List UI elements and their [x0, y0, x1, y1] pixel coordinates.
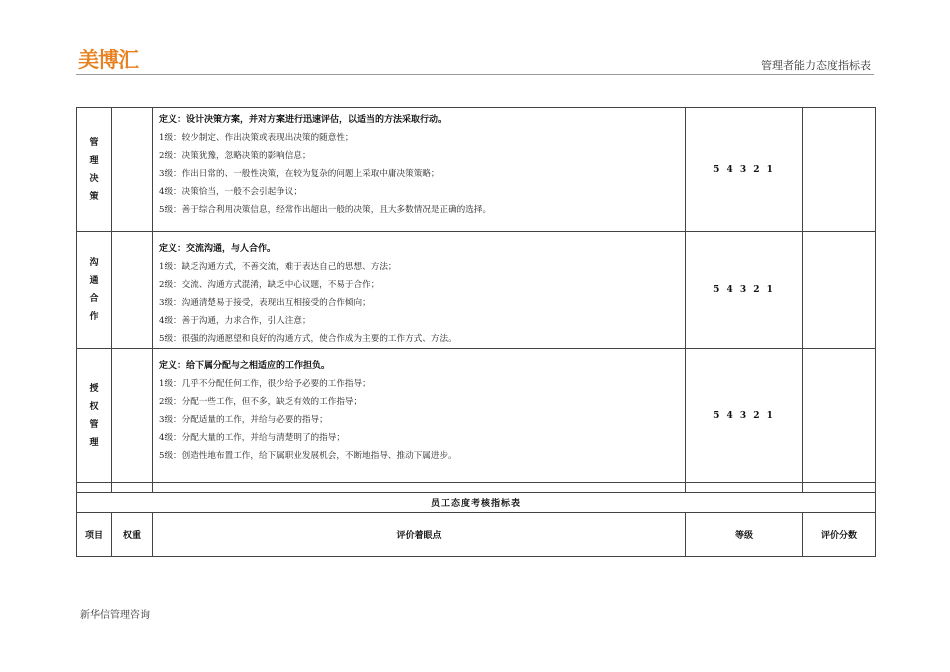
level-text: 3级：沟通清楚易于接受，表现出互相接受的合作倾向； [159, 298, 371, 308]
definition-text: 定义：给下属分配与之相适应的工作担负。 [159, 361, 331, 371]
table-row [77, 232, 876, 349]
grade-scale: 5 4 3 2 1 [686, 349, 803, 483]
criteria-cell [153, 349, 686, 483]
header-divider [76, 74, 874, 75]
column-header-row [77, 513, 876, 557]
company-logo: 美博汇 [78, 48, 138, 72]
score-cell[interactable] [803, 108, 876, 232]
level-text: 5级：很强的沟通愿望和良好的沟通方式，使合作成为主要的工作方式、方法。 [159, 334, 457, 344]
level-text: 3级：分配适量的工作，并给与必要的指导； [159, 415, 328, 425]
grade-scale: 5 4 3 2 1 [686, 108, 803, 232]
score-cell[interactable] [803, 232, 876, 349]
grade-scale: 5 4 3 2 1 [686, 232, 803, 349]
document-title: 管理者能力态度指标表 [761, 59, 871, 72]
score-cell[interactable] [803, 349, 876, 483]
section-title: 员工态度考核指标表 [77, 493, 876, 513]
definition-text: 定义：交流沟通，与人合作。 [159, 244, 277, 254]
column-header-grade: 等级 [686, 513, 803, 557]
column-header-item: 项目 [77, 513, 112, 557]
section-title-row [77, 493, 876, 513]
level-text: 5级：善于综合利用决策信息，经常作出超出一般的决策，且大多数情况是正确的选择。 [159, 205, 492, 215]
indicator-table [76, 107, 876, 557]
weight-cell [112, 349, 153, 483]
definition-text: 定义：设计决策方案，并对方案进行迅速评估，以适当的方法采取行动。 [159, 115, 448, 125]
level-text: 1级：缺乏沟通方式，不善交流，难于表达自己的思想、方法； [159, 262, 397, 272]
weight-cell [112, 232, 153, 349]
spacer-row [77, 483, 876, 493]
column-header-weight: 权重 [112, 513, 153, 557]
footer-company: 新华信管理咨询 [80, 610, 150, 621]
table-row [77, 108, 876, 232]
level-text: 1级：几乎不分配任何工作，很少给予必要的工作指导； [159, 379, 371, 389]
weight-cell [112, 108, 153, 232]
criteria-cell [153, 108, 686, 232]
level-text: 2级：交流、沟通方式混淆，缺乏中心议题，不易于合作； [159, 280, 380, 290]
level-text: 2级：决策犹豫，忽略决策的影响信息； [159, 151, 311, 161]
column-header-points: 评价着眼点 [153, 513, 686, 557]
column-header-score: 评价分数 [803, 513, 876, 557]
criteria-cell [153, 232, 686, 349]
level-text: 4级：善于沟通，力求合作，引人注意； [159, 316, 311, 326]
level-text: 3级：作出日常的、一般性决策，在较为复杂的问题上采取中庸决策策略； [159, 169, 440, 179]
table-row [77, 349, 876, 483]
level-text: 1级：较少制定、作出决策或表现出决策的随意性； [159, 133, 354, 143]
level-text: 4级：决策恰当，一般不会引起争议； [159, 187, 302, 197]
level-text: 2级：分配一些工作，但不多，缺乏有效的工作指导； [159, 397, 363, 407]
level-text: 4级：分配大量的工作，并给与清楚明了的指导； [159, 433, 345, 443]
level-text: 5级：创造性地布置工作，给下属职业发展机会，不断地指导、推动下属进步。 [159, 451, 457, 461]
category-cell: 管 理 决 策 [77, 108, 112, 232]
category-cell: 授 权 管 理 [77, 349, 112, 483]
category-cell: 沟 通 合 作 [77, 232, 112, 349]
